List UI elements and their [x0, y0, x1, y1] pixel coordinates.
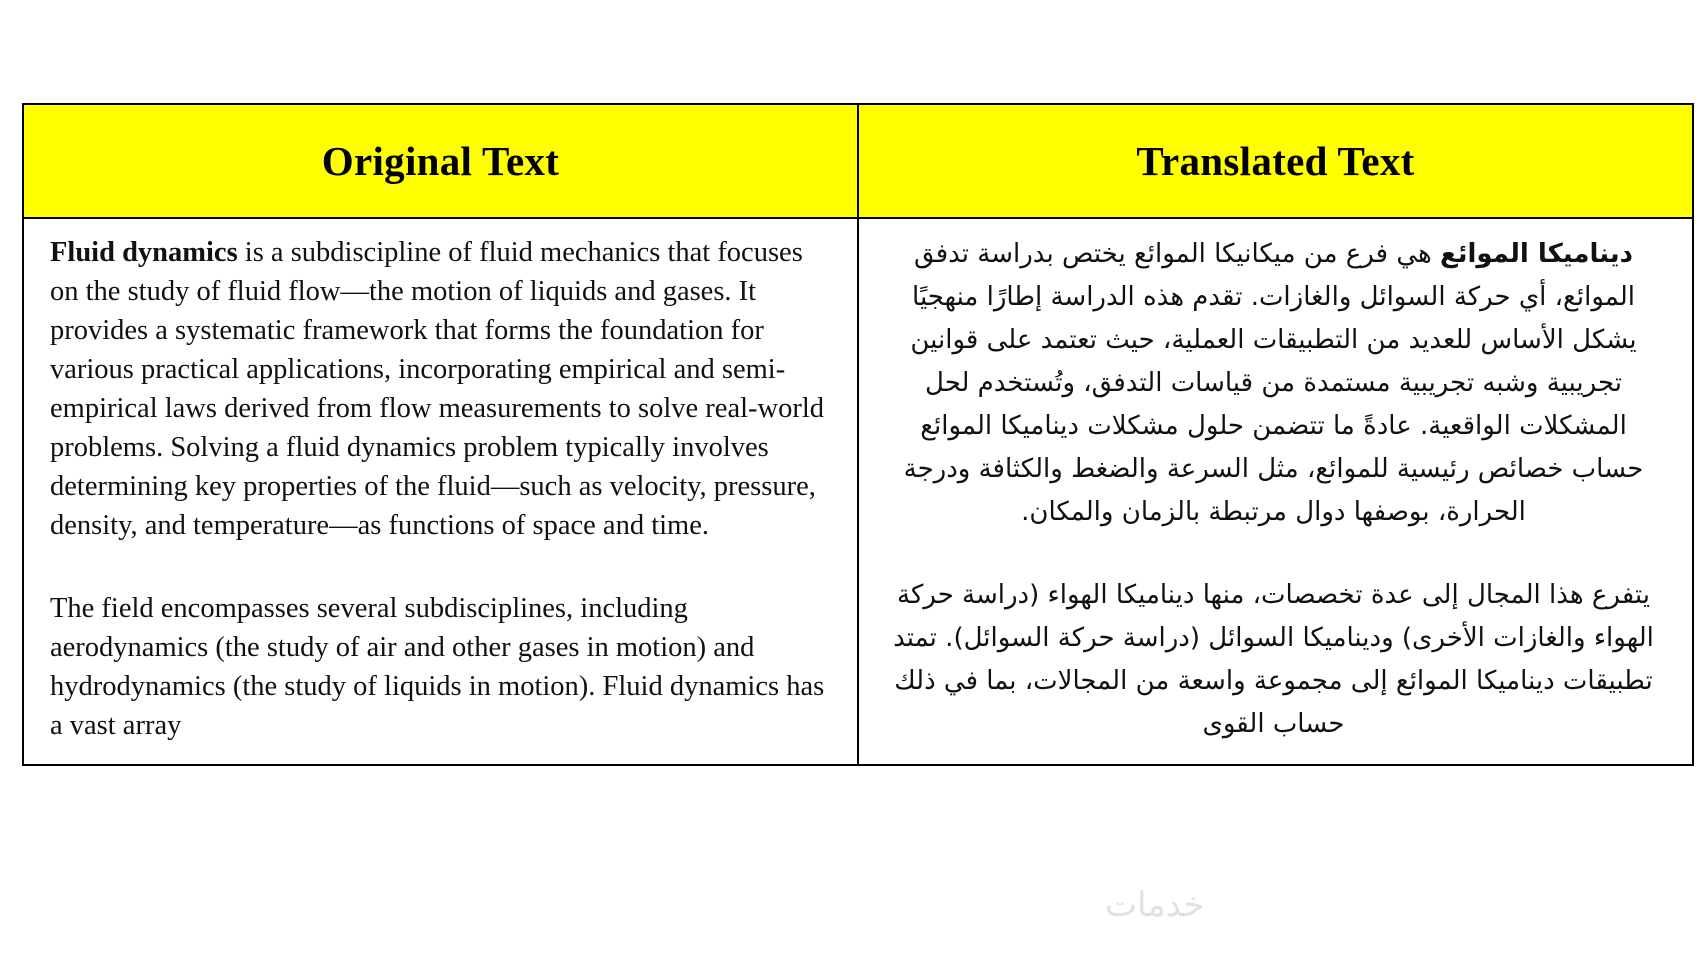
original-paragraph-1-body: is a subdiscipline of fluid mechanics that focuses on the study of fluid flow—the motion of liquids and gases. It provides a systematic framework that forms the foundation for various practical applications, incorporating empirical and semi-empirical laws derived from flow measurements to solve real-world problems. Solving a fluid dynamics problem typically involves determining key properties of the fluid—such as velocity, pressure, density, and temperature—as functions of space and time.: [50, 237, 832, 541]
original-paragraph-1-lead: Fluid dynamics: [50, 237, 238, 268]
column-header-translated: Translated Text: [858, 104, 1693, 218]
translated-text-cell: [858, 218, 1693, 765]
column-header-original: Original Text: [23, 104, 858, 218]
translation-comparison-table: [22, 103, 1692, 766]
translated-paragraph-2: [881, 574, 1666, 746]
watermark-text: خدمات: [1105, 885, 1205, 925]
table-body-row: [23, 218, 1693, 765]
table-header-row: [23, 104, 1693, 218]
translated-paragraph-1-body: هي فرع من ميكانيكا الموائع يختص بدراسة تدفق الموائع، أي حركة السوائل والغازات. تقدم هذه الدراسة إطارًا منهجيًا يشكل الأساس للعديد من التطبيقات العملية، حيث تعتمد على قوانين تجريبية وشبه تجريبية مستمدة من قياسات التدفق، وتُستخدم لحل المشكلات الواقعية. عادةً ما تتضمن حلول مشكلات ديناميكا الموائع حساب خصائص رئيسية للموائع، مثل السرعة والضغط والكثافة ودرجة الحرارة، بوصفها دوال مرتبطة بالزمان والمكان.: [895, 239, 1644, 527]
translated-paragraph-1-lead: ديناميكا الموائع: [1439, 239, 1633, 269]
original-paragraph-2-body: The field encompasses several subdisciplines, including aerodynamics (the study of air and other gases in motion) and hydrodynamics (the study of liquids in motion). Fluid dynamics has a vast array: [50, 593, 832, 741]
original-paragraph-1: [50, 233, 835, 545]
original-paragraph-2: [50, 589, 835, 745]
comparison-table: [22, 103, 1694, 766]
original-text-cell: [23, 218, 858, 765]
translated-paragraph-2-body: يتفرع هذا المجال إلى عدة تخصصات، منها ديناميكا الهواء (دراسة حركة الهواء والغازات الأخرى) وديناميكا السوائل (دراسة حركة السوائل). تمتد تطبيقات ديناميكا الموائع إلى مجموعة واسعة من المجالات، بما في ذلك حساب القوى: [884, 580, 1654, 739]
translated-paragraph-1: [881, 233, 1666, 534]
